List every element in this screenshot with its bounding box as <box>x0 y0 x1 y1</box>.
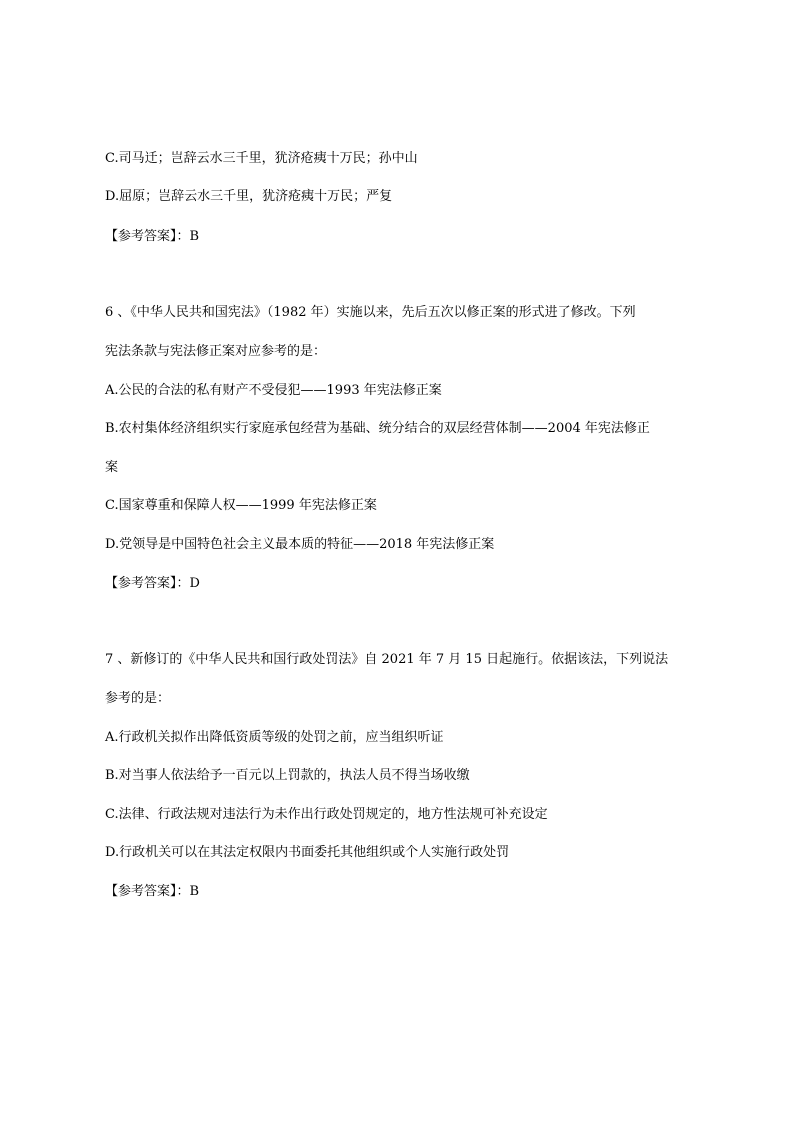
q6-option-b-line1: B.农村集体经济组织实行家庭承包经营为基础、统分结合的双层经营体制——2004 年宪法修正 <box>105 421 650 436</box>
q7-option-a: A.行政机关拟作出降低资质等级的处罚之前，应当组织听证 <box>105 730 444 745</box>
q5-answer: 【参考答案】：B <box>105 229 200 244</box>
q5-option-d: D.屈原；岂辞云水三千里，犹济疮痍十万民；严复 <box>105 189 393 204</box>
q6-option-c: C.国家尊重和保障人权——1999 年宪法修正案 <box>105 498 377 513</box>
q6-answer: 【参考答案】：D <box>105 576 200 591</box>
q6-stem-line2: 宪法条款与宪法修正案对应参考的是： <box>105 344 327 359</box>
q7-option-d: D.行政机关可以在其法定权限内书面委托其他组织或个人实施行政处罚 <box>105 845 510 860</box>
q7-stem-line2: 参考的是： <box>105 691 171 706</box>
q7-answer: 【参考答案】：B <box>105 884 200 899</box>
q7-option-c: C.法律、行政法规对违法行为未作出行政处罚规定的，地方性法规可补充设定 <box>105 807 548 822</box>
q7-option-b: B.对当事人依法给予一百元以上罚款的，执法人员不得当场收缴 <box>105 768 470 783</box>
q6-option-a: A.公民的合法的私有财产不受侵犯——1993 年宪法修正案 <box>105 383 442 398</box>
q6-option-d: D.党领导是中国特色社会主义最本质的特征——2018 年宪法修正案 <box>105 537 495 552</box>
q6-option-b-line2: 案 <box>105 460 119 475</box>
q6-stem-line1: 6 、《中华人民共和国宪法》（1982 年）实施以来，先后五次以修正案的形式进了修改。下列 <box>105 305 636 320</box>
q7-stem-line1: 7 、新修订的《中华人民共和国行政处罚法》自 2021 年 7 月 15 日起施行。依据该法，下列说法 <box>105 652 669 667</box>
q5-option-c: C.司马迁；岂辞云水三千里，犹济疮痍十万民；孙中山 <box>105 151 418 166</box>
